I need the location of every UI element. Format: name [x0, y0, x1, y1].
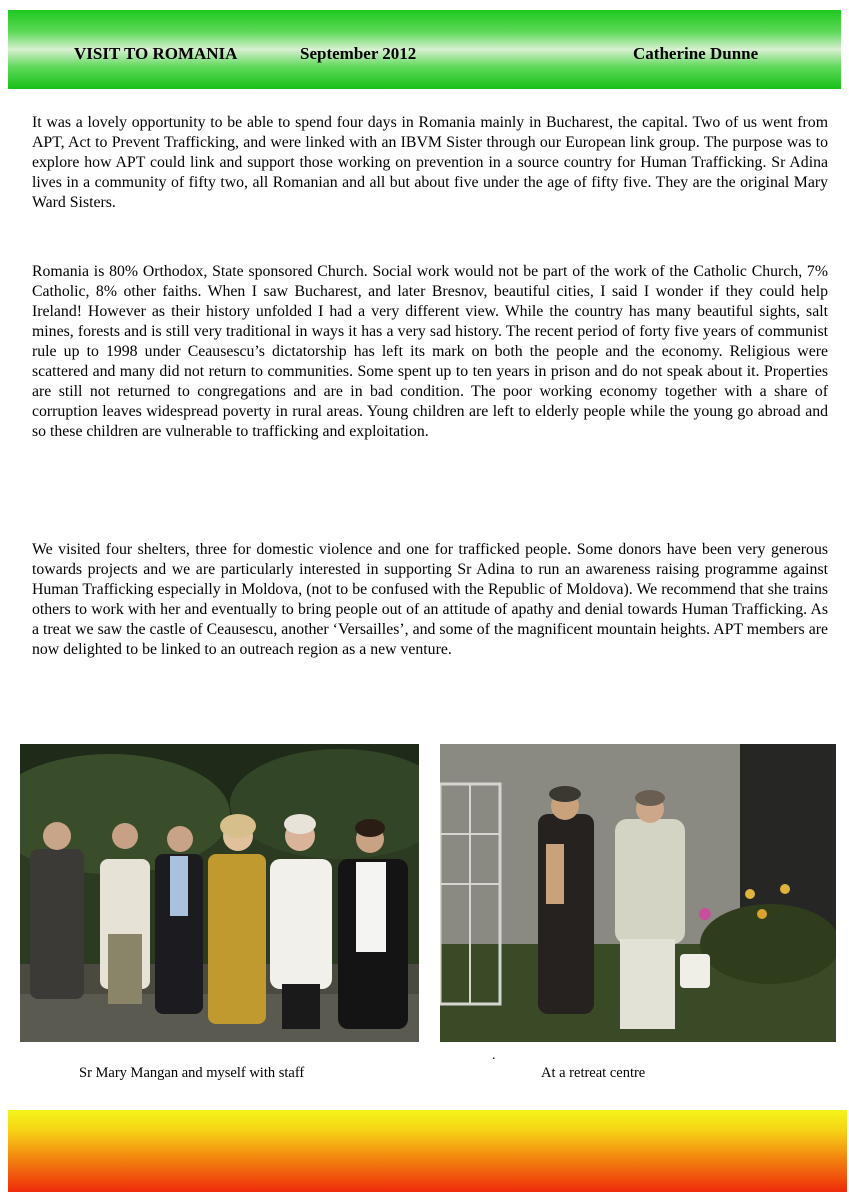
- stray-mark: .: [492, 1048, 496, 1063]
- retreat-photo: [440, 744, 836, 1042]
- paragraph-intro: It was a lovely opportunity to be able to spend four days in Romania mainly in Bucharest, the capital. Two of us went from APT, Act to Prevent Trafficking, and were linked with an IBVM Sister through our European link group. The purpose was to explore how APT could link and support those working on prevention in a source country for Human Trafficking. Sr Adina lives in a community of fifty two, all Romanian and all but about five under the age of fifty five. They are the original Mary Ward Sisters.: [32, 114, 828, 211]
- right-photo-caption: At a retreat centre: [541, 1065, 646, 1081]
- group-photo: [20, 744, 419, 1042]
- author-name: Catherine Dunne: [633, 44, 759, 63]
- page-title: VISIT TO ROMANIA: [74, 44, 238, 63]
- paragraph-visits: We visited four shelters, three for domestic violence and one for trafficked people. Some donors have been very generous towards projects and we are particularly interested in supporting Sr Adina to run an awareness raising programme against Human Trafficking especially in Moldova, (not to be confused with the Republic of Moldova). We recommend that she trains others to work with her and eventually to bring people out of an attitude of apathy and denial towards Human Trafficking. As a treat we saw the castle of Ceausescu, another ‘Versailles’, and some of the magnificent mountain heights. APT members are now delighted to be linked to an outreach region as a new venture.: [32, 541, 828, 658]
- date-label: September 2012: [300, 44, 417, 63]
- paragraph-history: Romania is 80% Orthodox, State sponsored Church. Social work would not be part of the work of the Catholic Church, 7% Catholic, 8% other faiths. When I saw Bucharest, and later Bresnov, beautiful cities, I said I wonder if they could help Ireland! However as their history unfolded I had a very different view. While the country has many beautiful sights, salt mines, forests and is still very traditional in ways it has a very sad history. The recent period of forty five years of communist rule up to 1998 under Ceausescu’s dictatorship has left its mark on both the people and the economy. Religious were scattered and many did not return to communities. Some spent up to ten years in prison and do not speak about it. Properties are still not returned to congregations and are in bad condition. The poor working economy together with a share of corruption leaves widespread poverty in rural areas. Young children are left to elderly people while the young go abroad and so these children are vulnerable to trafficking and exploitation.: [32, 263, 828, 440]
- footer-banner: [8, 1110, 847, 1192]
- left-photo-caption: Sr Mary Mangan and myself with staff: [79, 1065, 305, 1081]
